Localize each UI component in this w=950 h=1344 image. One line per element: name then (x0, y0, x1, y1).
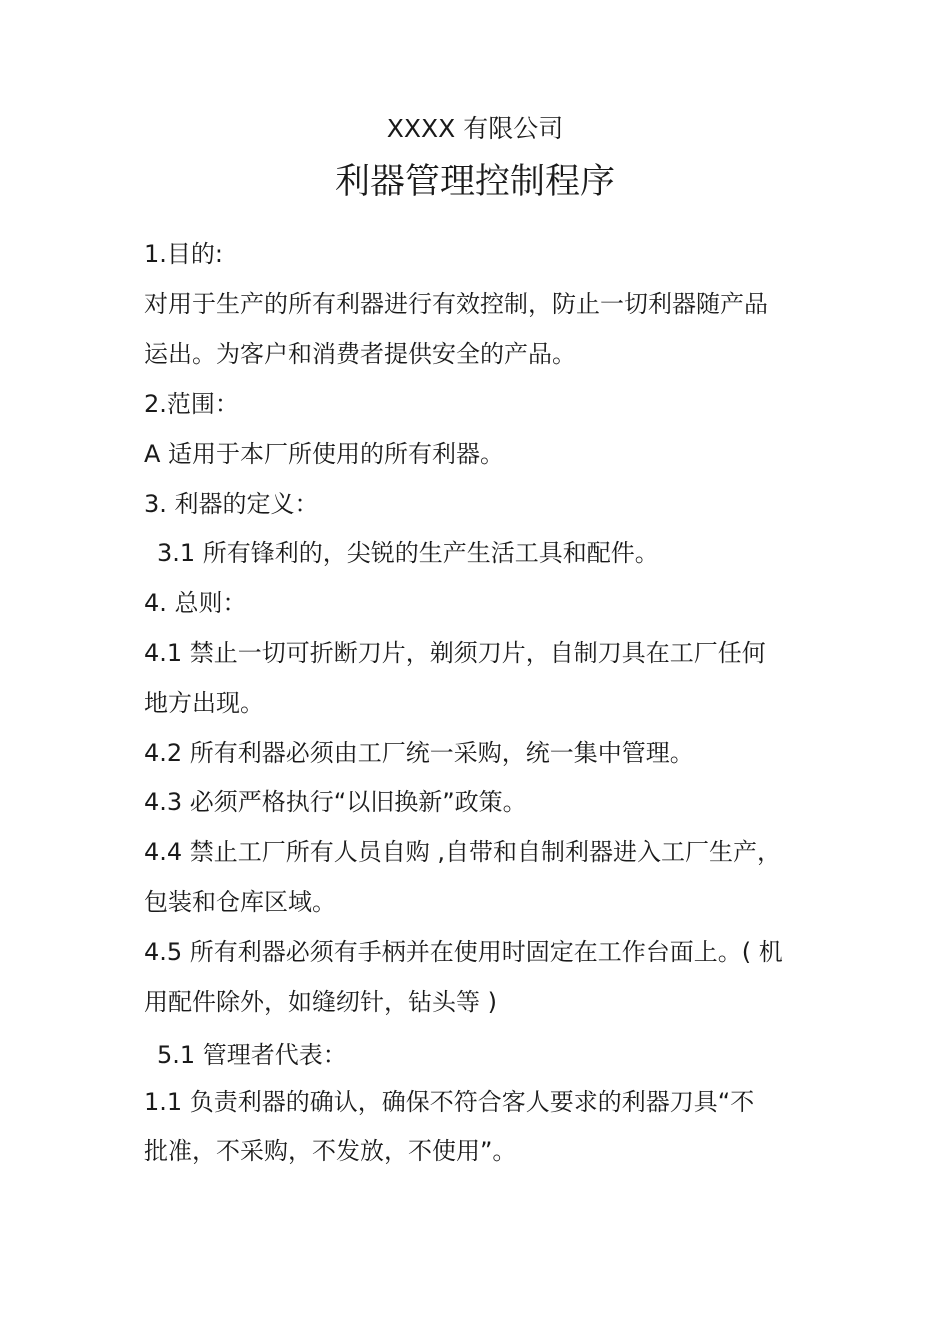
paragraph-line: 运出。为客户和消费者提供安全的产品。 (144, 340, 576, 368)
paragraph-line: 用配件除外，如缝纫针，钻头等 ) (144, 988, 497, 1016)
paragraph-line: 地方出现。 (144, 689, 264, 717)
document-title: 利器管理控制程序 (334, 162, 615, 202)
section-scope-heading: 2.范围： (144, 390, 239, 418)
paragraph-line: 4.3 必须严格执行“以旧换新”政策。 (144, 788, 527, 816)
paragraph-line: 4.2 所有利器必须由工厂统一采购，统一集中管理。 (144, 739, 694, 767)
section-definition-heading: 3. 利器的定义： (144, 490, 319, 518)
paragraph-line: 包装和仓库区域。 (144, 888, 336, 916)
section-purpose-heading: 1.目的: (144, 240, 223, 268)
paragraph-line: 4.4 禁止工厂所有人员自购 ,自带和自制利器进入工厂生产， (144, 838, 782, 866)
section-management-heading: 5.1 管理者代表： (157, 1041, 347, 1069)
paragraph-line: 4.1 禁止一切可折断刀片，剃须刀片，自制刀具在工厂任何 (144, 639, 766, 667)
paragraph-line: 4.5 所有利器必须有手柄并在使用时固定在工作台面上。( 机 (144, 938, 783, 966)
paragraph-line: 3.1 所有锋利的，尖锐的生产生活工具和配件。 (157, 539, 659, 567)
company-name: XXXX 有限公司 (386, 114, 564, 143)
paragraph-line: 1.1 负责利器的确认，确保不符合客人要求的利器刀具“不 (144, 1088, 755, 1116)
paragraph-line: 批准，不采购，不发放，不使用”。 (144, 1137, 517, 1165)
paragraph-line: 对用于生产的所有利器进行有效控制，防止一切利器随产品 (144, 290, 768, 318)
paragraph-line: A 适用于本厂所使用的所有利器。 (144, 440, 505, 468)
section-general-heading: 4. 总则： (144, 589, 247, 617)
